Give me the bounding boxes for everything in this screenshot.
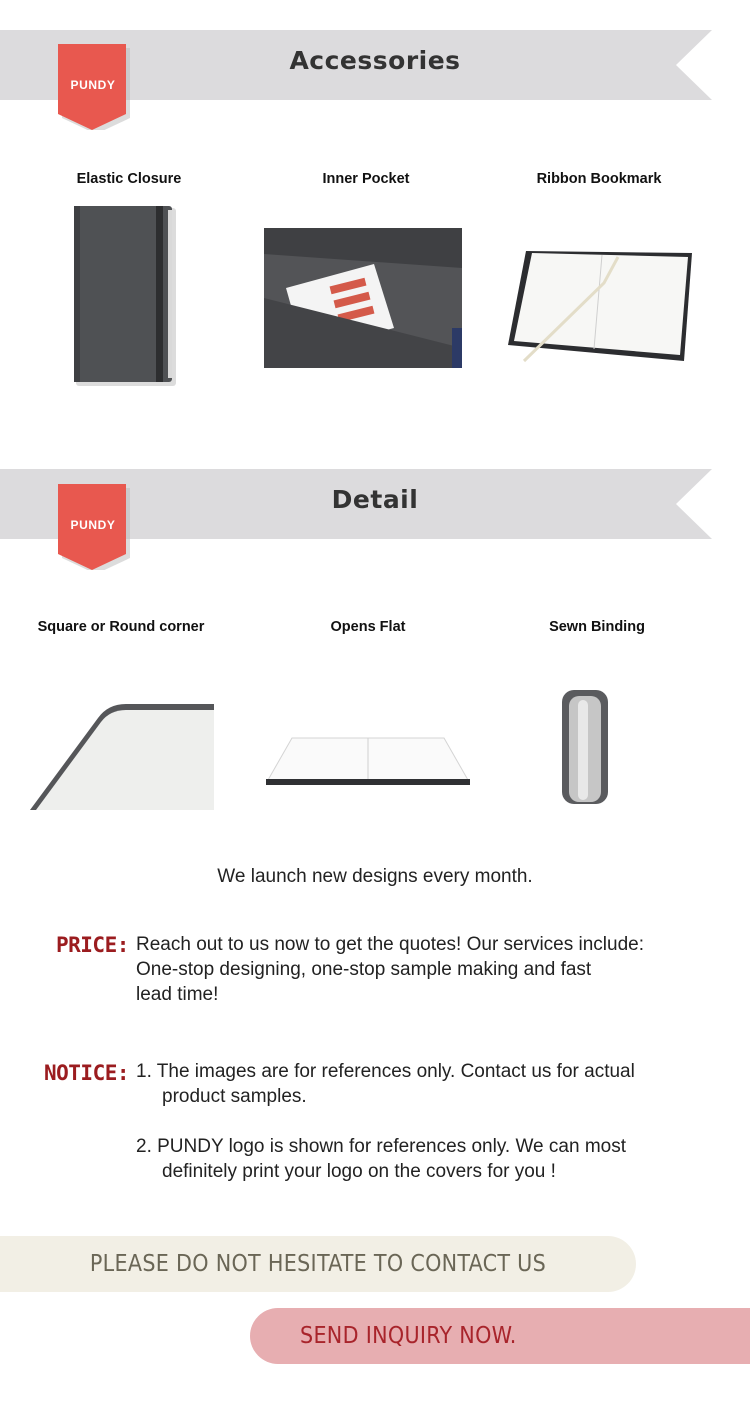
pundy-logo [58, 44, 130, 130]
price-text [136, 932, 726, 1007]
section-title-accessories: Accessories [289, 46, 461, 75]
feature-label-inner-pocket: Inner Pocket [322, 171, 410, 187]
feature-label-sewn-binding: Sewn Binding [549, 619, 645, 635]
notice-item-2-cont: definitely print your logo on the covers for you ! [162, 1161, 556, 1182]
launch-text: We launch new designs every month. [217, 866, 533, 887]
feature-label-opens-flat: Opens Flat [330, 619, 406, 635]
send-inquiry-button[interactable] [250, 1308, 750, 1364]
logo-text: PUNDY [70, 78, 116, 92]
section-title-detail: Detail [331, 485, 419, 514]
feature-label-ribbon-bookmark: Ribbon Bookmark [536, 171, 662, 187]
price-line: Reach out to us now to get the quotes! Our services include: [136, 934, 645, 955]
notebook-inner-pocket-icon [264, 228, 462, 368]
feature-label-round-corner: Square or Round corner [37, 619, 205, 635]
notice-text [136, 1059, 726, 1184]
notice-item-2: 2. PUNDY logo is shown for references only. We can most [136, 1136, 626, 1157]
notice-item-1-cont: product samples. [162, 1086, 307, 1107]
price-keyword: PRICE: [56, 933, 129, 957]
price-line: lead time! [136, 984, 219, 1005]
send-inquiry-text: SEND INQUIRY NOW. [300, 1323, 517, 1349]
notebook-ribbon-bookmark-icon [506, 243, 696, 368]
price-line: One-stop designing, one-stop sample making and fast [136, 959, 592, 980]
contact-us-banner[interactable] [0, 1236, 636, 1292]
notebook-opens-flat-icon [264, 734, 472, 788]
logo-text: PUNDY [70, 518, 116, 532]
notebook-sewn-binding-icon [560, 688, 612, 806]
feature-label-elastic-closure: Elastic Closure [76, 171, 182, 187]
notice-item-1: 1. The images are for references only. Contact us for actual [136, 1061, 635, 1082]
notebook-elastic-closure-icon [74, 206, 184, 398]
pundy-logo [58, 484, 130, 570]
notice-keyword: NOTICE: [44, 1061, 130, 1085]
contact-us-text: PLEASE DO NOT HESITATE TO CONTACT US [89, 1251, 547, 1277]
notebook-round-corner-icon [28, 700, 216, 812]
